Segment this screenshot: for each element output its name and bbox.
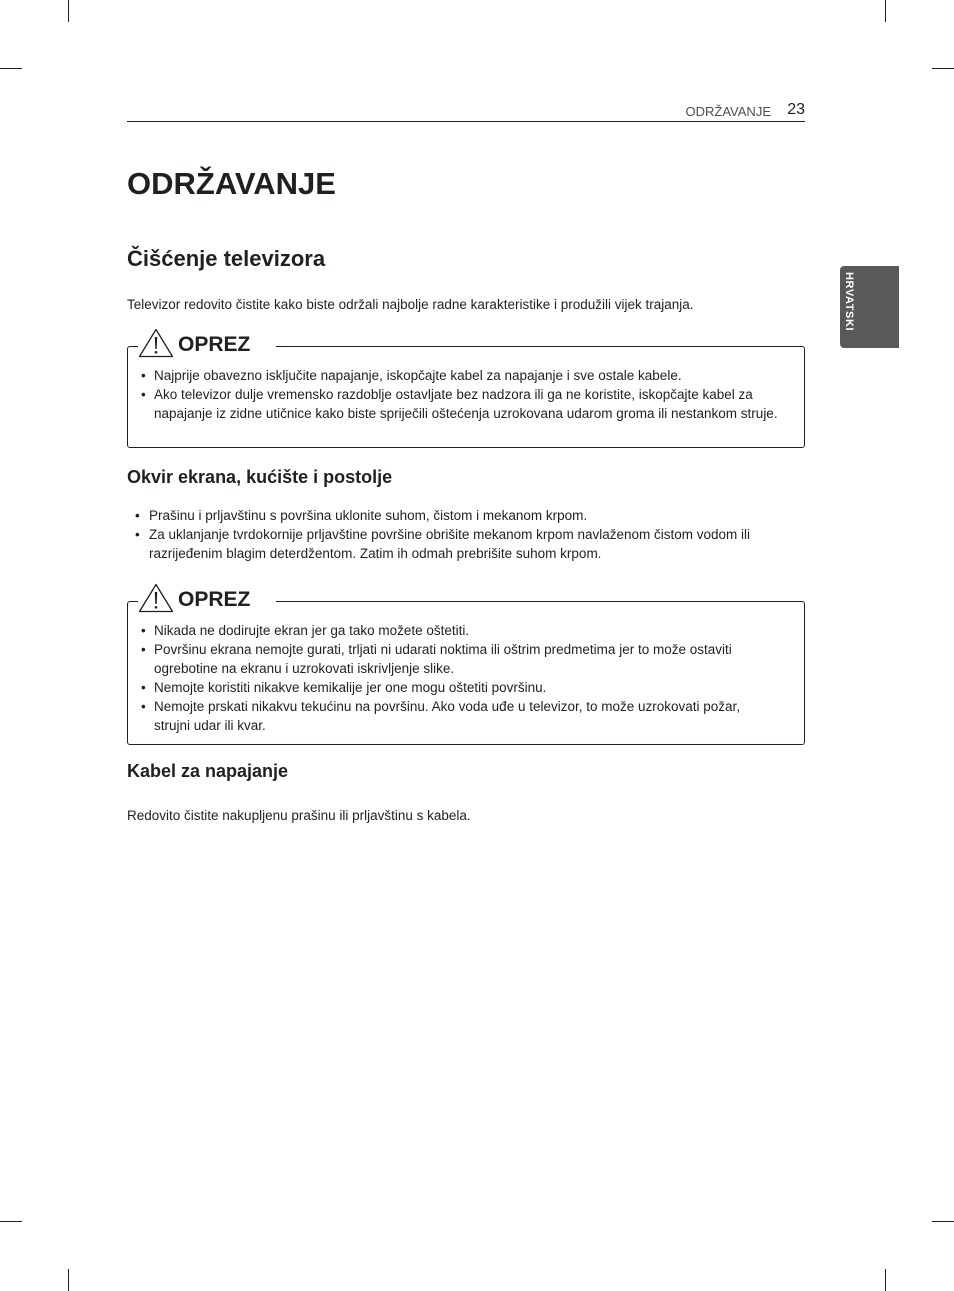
list-item: • Za uklanjanje tvrdokornije prljavštine površine obrišite mekanom krpom navlaženom čistom vodom ili razrijeđenim blagim deterdžentom. Zatim ih odmah prebrišite suhom krpom.	[122, 525, 802, 563]
list-item: • Ako televizor dulje vremensko razdoblje ostavljate bez nadzora ili ga ne koristite, iskopčajte kabel za napajanje iz zidne utičnice kako biste spriječili oštećenja uzrokovana udarom groma ili nestankom struje.	[128, 385, 778, 423]
language-tab	[840, 266, 899, 348]
caution-list	[128, 621, 778, 735]
list-item: • Nemojte koristiti nikakve kemikalije jer one mogu oštetiti površinu.	[128, 678, 778, 697]
caution-list	[128, 366, 778, 423]
page-title: ODRŽAVANJE	[127, 166, 336, 201]
cleaning-intro: Televizor redovito čistite kako biste održali najbolje radne karakteristike i produžili vijek trajanja.	[127, 297, 694, 312]
warning-triangle-icon	[138, 328, 174, 358]
crop-mark	[885, 0, 886, 22]
list-item: • Prašinu i prljavštinu s površina uklonite suhom, čistom i mekanom krpom.	[122, 506, 802, 525]
section-heading-cleaning: Čišćenje televizora	[127, 246, 326, 271]
list-item: • Površinu ekrana nemojte gurati, trljati ni udarati noktima ili oštrim predmetima jer to može ostaviti ogrebotine na ekranu i uzrokovati iskrivljenje slike.	[128, 640, 778, 678]
section-heading-frame: Okvir ekrana, kućište i postolje	[127, 467, 393, 487]
frame-cleaning-list	[122, 506, 802, 563]
caution-header	[138, 324, 276, 358]
caution-box	[127, 333, 805, 448]
crop-mark	[0, 1221, 22, 1222]
list-item: • Najprije obavezno isključite napajanje, iskopčajte kabel za napajanje i sve ostale kabele.	[128, 366, 778, 385]
warning-triangle-icon	[138, 583, 174, 613]
crop-mark	[932, 68, 954, 69]
caution-label: OPREZ	[178, 588, 251, 611]
caution-label: OPREZ	[178, 333, 251, 356]
crop-mark	[932, 1221, 954, 1222]
crop-mark	[0, 68, 22, 69]
language-tab-label: HRVATSKI	[843, 272, 855, 332]
crop-mark	[68, 0, 69, 22]
caution-box	[127, 588, 805, 745]
running-header	[127, 100, 805, 122]
page-number: 23	[787, 101, 805, 118]
running-header-section: ODRŽAVANJE	[685, 104, 771, 119]
list-item: • Nemojte prskati nikakvu tekućinu na površinu. Ako voda uđe u televizor, to može uzrokovati požar, strujni udar ili kvar.	[128, 697, 778, 735]
crop-mark	[885, 1269, 886, 1291]
cable-text: Redovito čistite nakupljenu prašinu ili prljavštinu s kabela.	[127, 808, 471, 823]
caution-header	[138, 579, 276, 613]
crop-mark	[68, 1269, 69, 1291]
section-heading-cable: Kabel za napajanje	[127, 761, 289, 781]
list-item: • Nikada ne dodirujte ekran jer ga tako možete oštetiti.	[128, 621, 778, 640]
